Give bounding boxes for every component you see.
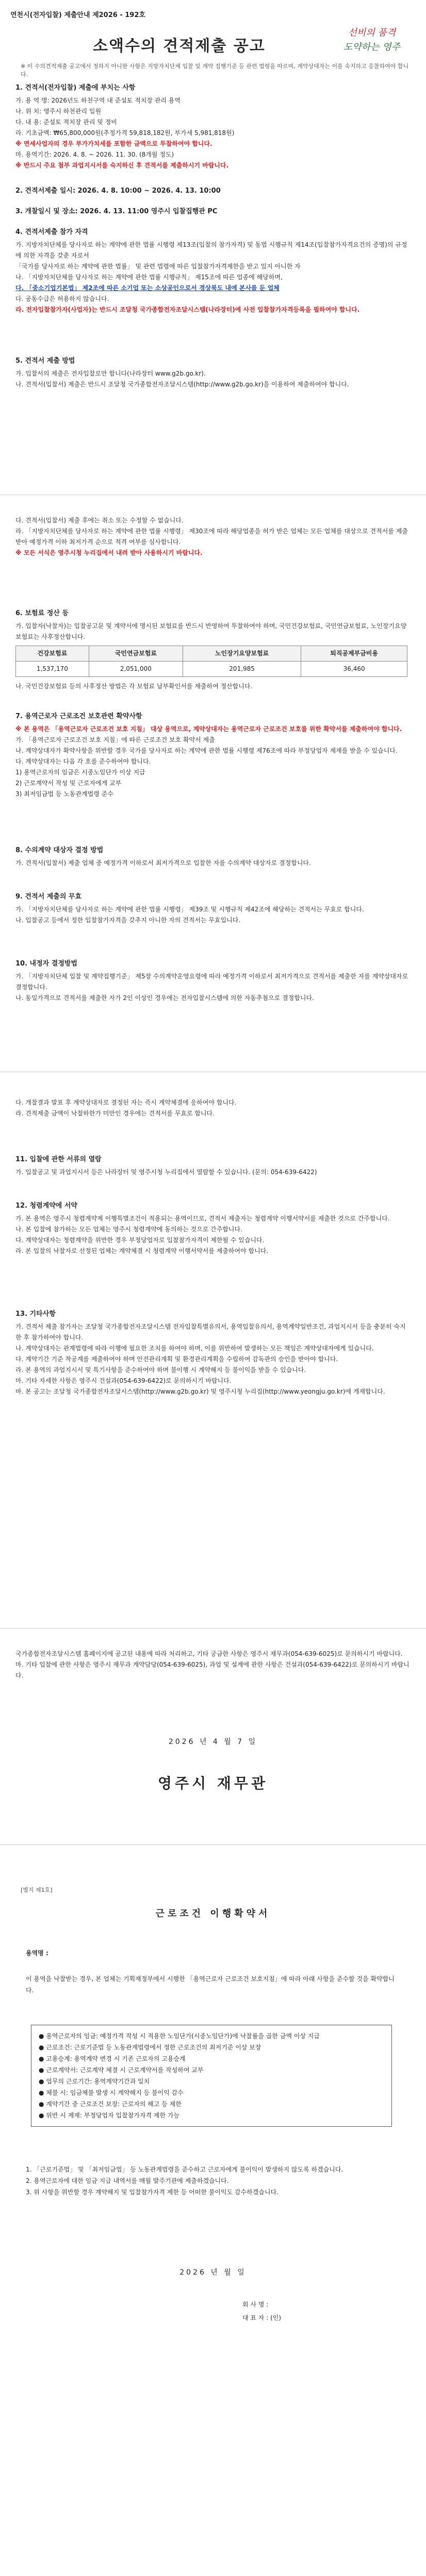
section-8-title: 8. 수의계약 대상자 결정 방법 (15, 846, 104, 854)
page-divider (0, 1844, 426, 1845)
form-item: ● 고용승계: 용역계약 변경 시 기존 근로자의 고용승계 (39, 2055, 186, 2062)
sec13-more-line: 국가종합전자조달시스템 홈페이지에 공고된 내용에 따라 처리하고, 기타 궁금한 사항은 영주시 재무과(054-639-6025)로 문의하시기 바랍니다. (15, 1650, 403, 1657)
slogan-line-1: 선비의 품격 (348, 27, 396, 38)
slogan-logo (333, 26, 411, 55)
sec4-line: 「국가를 당사자로 하는 계약에 관한 법률」 및 관련 법령에 따른 입찰참가자격제한을 받고 있지 아니한 자 (15, 263, 301, 270)
section-3-title: 3. 개찰일시 및 장소: 2026. 4. 13. 11:00 영주시 입찰집행관 PC (15, 208, 218, 215)
section-5-title: 5. 견적서 제출 방법 (15, 357, 75, 365)
notice-date: 2026 년 4 월 7 일 (168, 1738, 258, 1746)
form-item: ● 위반 시 제재: 부정당업자 입찰참가자격 제한 가능 (39, 2112, 180, 2119)
section-3 (15, 206, 411, 219)
form-note: 1. 「근로기준법」 및 「최저임금법」 등 노동관계법령을 준수하고 근로자에게 불이익이 발생하지 않도록 하겠습니다. (26, 2166, 343, 2173)
form-note: 3. 위 사항을 위반할 경우 계약해지 및 입찰참가자격 제한 등 어떠한 불이익도 감수하겠습니다. (26, 2189, 278, 2196)
sec1-line: 라. 기초금액: ₩65,800,000원(추정가격 59,818,182원, 부가세 5,981,818원) (15, 129, 235, 137)
section-10 (15, 958, 411, 1004)
table-header: 건강보험료 (16, 646, 89, 662)
form-note: 2. 용역근로자에 대한 임금 지급 내역서를 매월 발주기관에 제출하겠습니다. (26, 2177, 229, 2184)
table-cell: 1,537,170 (16, 662, 89, 677)
form-addressee: 용역명 : (26, 1950, 48, 1957)
sec1-line: ※ 면세사업자의 경우 부가가치세를 포함한 금액으로 투찰하여야 합니다. (15, 140, 212, 147)
sec6-line: 가. 입찰자(낙찰자)는 입찰공고문 및 계약서에 명시된 보험료를 반드시 반영하여 투찰하여야 하며, 국민건강보험료, 국민연금보험료, 노인장기요양보험료는 사후정산합니다. (15, 622, 407, 640)
table-cell: 36,460 (301, 662, 407, 677)
sec9-line: 나. 입찰공고 등에서 정한 입찰참가자격을 갖추지 아니한 자의 견적서는 무효입니다. (15, 917, 241, 924)
sec12-line: 나. 본 입찰에 참가하는 모든 업체는 영주시 청렴계약에 동의하는 것으로 간주합니다. (15, 1226, 242, 1233)
form-item: ● 체불 시: 임금체불 발생 시 계약해지 등 불이익 감수 (39, 2089, 184, 2096)
section-11-title: 11. 입찰에 관한 서류의 열람 (15, 1156, 102, 1163)
form-item: ● 계약기간 중 근로조건 보장: 근로자의 해고 등 제한 (39, 2100, 182, 2108)
sec8-line: 가. 견적서(입찰서) 제출 업체 중 예정가격 이하로서 최저가격으로 입찰한 자를 수의계약 대상자로 결정합니다. (15, 859, 311, 867)
table-cell: 201,985 (183, 662, 301, 677)
sec4-line: 나. 「지방자치단체를 당사자로 하는 계약에 관한 법률 시행규칙」 제15조에 따른 업종에 해당하며, (15, 274, 283, 281)
table-cell: 2,051,000 (89, 662, 183, 677)
form-label: [별지 제1호] (21, 1887, 53, 1893)
sec5-more-line: 라. 「지방자치단체를 당사자로 하는 계약에 관한 법률 시행령」 제30조에 따라 해당업종을 허가 받은 업체는 모든 업체를 대상으로 견적서를 제출받아 예정가격 이하 최저가격 순으로 적격 여부를 심사합니다. (15, 528, 408, 546)
sec1-line: 나. 위 치: 영주시 하천관리 일원 (15, 108, 102, 115)
sec7-line: ※ 본 용역은 「용역근로자 근로조건 보호 지침」 대상 용역으로, 계약상대자는 용역근로자 근로조건 보호를 위한 확약서를 제출하여야 합니다. (15, 725, 402, 733)
insurance-table (15, 646, 407, 677)
section-12 (15, 1200, 411, 1257)
form-item: ● 용역근로자의 임금: 예정가격 작성 시 적용한 노임단가(시중노임단가)에 낙찰률을 곱한 금액 이상 지급 (39, 2032, 320, 2040)
section-1-title: 1. 견적서(전자입찰) 제출에 부치는 사항 (15, 84, 136, 92)
sec12-line: 가. 본 용역은 영주시 청렴계약제 이행특별조건이 적용되는 용역이므로, 견적서 제출자는 청렴계약 이행서약서를 제출한 것으로 간주합니다. (15, 1215, 390, 1222)
section-6 (15, 608, 411, 692)
sec4-line: 다. 공동수급은 허용하지 않습니다. (15, 295, 109, 302)
section-9 (15, 891, 411, 926)
sec5-more-line: ※ 모든 서식은 영주시청 누리집에서 내려 받아 사용하시기 바랍니다. (15, 549, 203, 556)
sec4-line: 라. 전자입찰참가자(사업자)는 반드시 조달청 국가종합전자조달시스템(나라장터)에 사전 입찰참가자격등록을 필하여야 합니다. (15, 306, 360, 313)
sec1-line: 마. 용역기간: 2026. 4. 8. ~ 2026. 11. 30. (8개월 정도) (15, 151, 174, 158)
slogan-line-2: 도약하는 영주 (343, 42, 401, 53)
sec13-more-line: 마. 기타 입찰에 관한 사항은 영주시 재무과 계약담당(054-639-6025), 과업 및 설계에 관한 사항은 건설과(054-639-6422)로 문의하시기 바랍니다. (15, 1661, 409, 1679)
section-6-title: 6. 보험료 정산 등 (15, 609, 69, 617)
sec5-line: 나. 견적서(입찰서) 제출은 반드시 조달청 국가종합전자조달시스템(http://www.g2b.go.kr)을 이용하여 제출하여야 합니다. (15, 381, 349, 388)
table-header: 노인장기요양보험료 (183, 646, 301, 662)
intro-note: ※ 이 수의견적제출 공고에서 정하지 아니한 사항은 지방자치단체 입찰 및 계약 집행기준 등 관련 법령을 따르며, 계약상대자는 이를 숙지하고 응찰하여야 합니다. (21, 63, 409, 78)
issuer-sign: 영주시 재무관 (157, 1775, 269, 1792)
sec4-line: 다. 「중소기업기본법」 제2조에 따른 소기업 또는 소상공인으로서 경상북도 내에 본사를 둔 업체 (15, 284, 280, 292)
section-12-title: 12. 청렴계약에 서약 (15, 1202, 77, 1210)
table-header: 국민연금보험료 (89, 646, 183, 662)
sec7-line: 가. 「용역근로자 근로조건 보호 지침」에 따른 근로조건 보호 확약서 제출 (15, 736, 215, 743)
sec12-line: 다. 계약상대자는 청렴계약을 위반한 경우 부정당업자로 입찰참가자격이 제한될 수 있습니다. (15, 1236, 265, 1244)
section-10-more (15, 1097, 411, 1119)
form-title: 근로조건 이행확약서 (155, 1908, 271, 1919)
section-7 (15, 711, 411, 800)
form-date: 2026 년 월 일 (179, 2268, 247, 2277)
section-2 (15, 185, 411, 198)
company-name-field: 회 사 명 : (242, 2301, 269, 2308)
sec13-line: 마. 기타 자세한 사항은 영주시 건설과(054-639-6422)로 문의하시기 바랍니다. (15, 1377, 232, 1384)
sec13-line: 다. 계약기간 기준 착공계를 제출하여야 하며 안전관리계획 및 환경관리계획을 수립하여 감독관의 승인을 받아야 합니다. (15, 1355, 338, 1363)
table-header: 퇴직공제부금비용 (301, 646, 407, 662)
sec10-line: 나. 동일가격으로 견적서를 제출한 자가 2인 이상인 경우에는 전자입찰시스템에 의한 자동추첨으로 결정합니다. (15, 994, 314, 1002)
notice-number: 연천시(전자입찰) 제출안내 제2026 - 192호 (10, 11, 145, 19)
page-divider (0, 1628, 426, 1629)
sec13-line: 라. 본 용역의 과업지시서 및 특기사항을 준수하여야 하며 불이행 시 계약해지 등 불이익을 받을 수 있습니다. (15, 1366, 306, 1374)
sec10-more-line: 다. 개찰결과 발표 후 계약상대자로 결정된 자는 즉시 계약체결에 응하여야 합니다. (15, 1099, 237, 1106)
section-5-more (15, 515, 411, 558)
section-9-title: 9. 견적서 제출의 무효 (15, 893, 82, 901)
section-5 (15, 355, 411, 390)
sec13-line: 나. 계약상대자는 관계법령에 따라 이행에 필요한 조치를 하여야 하며, 이를 위반하여 발생하는 모든 책임은 계약상대자에게 있습니다. (15, 1345, 374, 1352)
sec6-after-line: 나. 국민건강보험료 등의 사후정산 방법은 각 보험료 납부확인서를 제출하여 정산합니다. (15, 683, 253, 690)
form-item: ● 근로조건: 근로기준법 등 노동관계법령에서 정한 근로조건의 최저기준 이상 보장 (39, 2044, 261, 2051)
section-2-title: 2. 견적서제출 일시: 2026. 4. 8. 10:00 ~ 2026. 4. 13. 10:00 (15, 187, 221, 195)
sec1-line: 가. 용 역 명: 2026년도 하천구역 내 준설토 적치장 관리 용역 (15, 97, 181, 104)
representative-field: 대 표 자 : (인) (242, 2314, 282, 2321)
section-7-title: 7. 용역근로자 근로조건 보호관련 확약사항 (15, 713, 142, 720)
section-8 (15, 845, 411, 869)
sec10-line: 가. 「지방자치단체 입찰 및 계약집행기준」 제5장 수의계약운영요령에 따라 예정가격 이하로서 최저가격으로 견적서를 제출한 자를 계약상대자로 결정합니다. (15, 973, 408, 991)
section-13-title: 13. 기타사항 (15, 1310, 56, 1318)
sec7-line: 2) 근로계약서 작성 및 근로자에게 교부 (15, 779, 122, 787)
sec11-line: 가. 입찰공고 및 과업지시서 등은 나라장터 및 영주시청 누리집에서 열람할 수 있습니다. (문의: 054-639-6422) (15, 1168, 317, 1176)
page-title: 소액수의 견적제출 공고 (93, 37, 266, 55)
form-signature (242, 2298, 281, 2325)
form-item: ● 근로계약서: 근로계약 체결 시 근로계약서를 작성하여 교부 (39, 2066, 204, 2074)
sec13-line: 가. 견적서 제출 참가자는 조달청 국가종합전자조달시스템 전자입찰특별유의서, 용역입찰유의서, 용역계약일반조건, 과업지시서 등을 충분히 숙지한 후 참가하여야 합니다. (15, 1323, 406, 1341)
form-items-box (31, 2025, 392, 2127)
sec7-line: 3) 최저임금법 등 노동관계법령 준수 (15, 790, 113, 798)
sec5-line: 가. 입찰서의 제출은 전자입찰로만 합니다(나라장터 www.g2b.go.kr). (15, 370, 206, 377)
form-notes (26, 2164, 397, 2198)
section-11 (15, 1154, 411, 1178)
form-item: ● 업무의 근로기간: 용역계약기간과 일치 (39, 2078, 150, 2085)
sec13-line: 바. 본 공고는 조달청 국가종합전자조달시스템(http://www.g2b.go.kr) 및 영주시청 누리집(http://www.yeongju.go.kr)에 게재합니다. (15, 1388, 385, 1395)
sec10-more-line: 라. 견적제출 금액이 낙찰하한가 미만인 경우에는 견적서를 무효로 합니다. (15, 1110, 215, 1117)
sec12-line: 라. 본 입찰의 낙찰자로 선정된 업체는 계약체결 시 청렴계약 이행서약서를 제출하여야 합니다. (15, 1247, 269, 1255)
section-4-title: 4. 견적서제출 참가 자격 (15, 228, 88, 236)
sec4-line: 가. 지방자치단체를 당사자로 하는 계약에 관한 법률 시행령 제13조(입찰의 참가자격) 및 동법 시행규칙 제14조(입찰참가자격요건의 증명)의 규정에 의한 자격을 갖춘 자로서 (15, 241, 407, 259)
section-4 (15, 227, 411, 315)
sec1-line: ※ 반드시 주요 첨부 과업지시서를 숙지하신 후 견적서를 제출하시기 바랍니다. (15, 162, 229, 169)
sec1-line: 다. 내 용: 준설토 적치장 관리 및 정비 (15, 118, 117, 126)
section-13 (15, 1309, 411, 1397)
sec7-line: 1) 용역근로자의 임금은 시중노임단가 이상 지급 (15, 769, 145, 776)
sec5-more-line: 다. 견적서(입찰서) 제출 후에는 취소 또는 수정할 수 없습니다. (15, 517, 184, 524)
section-1 (15, 82, 411, 171)
sec7-line: 나. 계약상대자가 확약사항을 위반할 경우 국가를 당사자로 하는 계약에 관한 법률 시행령 제76조에 따라 부정당업자 제재를 받을 수 있습니다. (15, 747, 398, 754)
form-intro: 이 용역을 낙찰받는 경우, 본 업체는 기획재정부에서 시행한 「용역근로자 근로조건 보호지침」에 따라 아래 사항을 준수할 것을 확약합니다. (26, 1975, 395, 1994)
sec9-line: 가. 「지방자치단체를 당사자로 하는 계약에 관한 법률 시행령」 제39조 및 시행규칙 제42조에 해당하는 견적서는 무효로 합니다. (15, 906, 364, 913)
section-10-title: 10. 내정자 결정방법 (15, 960, 77, 968)
section-13-more (15, 1649, 411, 1681)
sec7-line: 다. 계약상대자는 다음 각 호를 준수하여야 합니다. (15, 758, 151, 765)
